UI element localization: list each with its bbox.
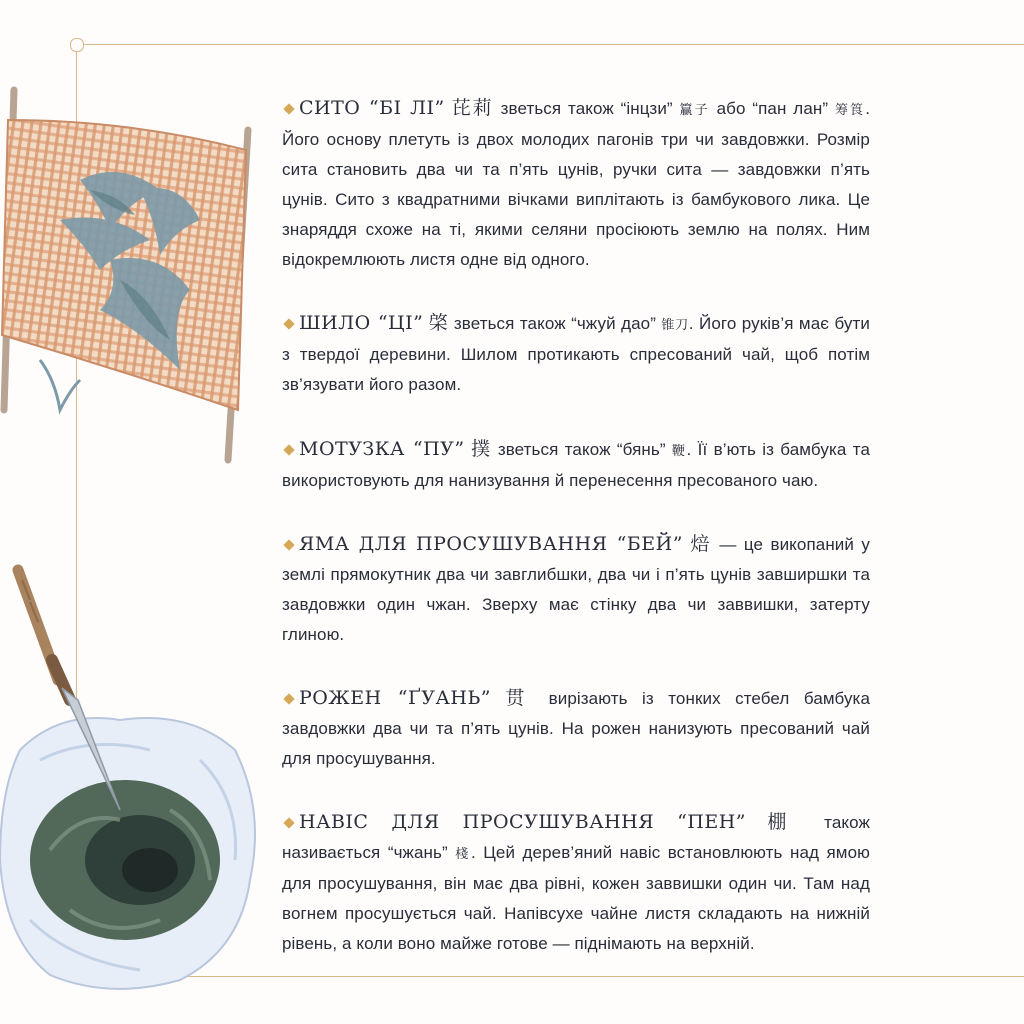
entry-text: . Її в’ють із бамбука та використовують для нанизування й перенесення пресованого чаю. bbox=[282, 440, 870, 490]
entry-hanzi: 棚 bbox=[767, 812, 803, 833]
awl-and-tea-leaf-illustration bbox=[0, 560, 270, 1000]
entry-term: НАВІС ДЛЯ ПРОСУШУВАННЯ “ПЕН” bbox=[299, 811, 747, 833]
entry-text: зветься також “чжуй дао” bbox=[448, 314, 662, 333]
diamond-bullet-icon bbox=[283, 693, 294, 704]
entry-text: також називається “чжань” bbox=[282, 813, 870, 862]
frame-corner-ornament bbox=[70, 38, 84, 52]
entry-text: або “пан лан” bbox=[709, 99, 835, 118]
entry-drying-canopy bbox=[282, 807, 870, 959]
entry-text: . Його руків’я має бути з твердої деревини. Шилом протикають спресований чай, щоб потім зв’язувати його разом. bbox=[282, 314, 870, 394]
diamond-bullet-icon bbox=[283, 539, 294, 550]
entry-skewer bbox=[282, 683, 870, 774]
entry-hanzi-alt: 锥刀 bbox=[661, 317, 689, 332]
entry-hanzi-alt: 籯子 bbox=[679, 102, 710, 117]
entry-drying-pit bbox=[282, 529, 870, 650]
diamond-bullet-icon bbox=[283, 103, 294, 114]
entry-text: — це викопаний у землі прямокутник два чи завглибшки, два чи і п’ять цунів завширшки та завдовжки один чжан. Зверху має стінку два чи заввишки, затерту глиною. bbox=[282, 535, 870, 644]
entry-hanzi-alt: 鞭 bbox=[671, 443, 687, 458]
entry-hanzi: 焙 bbox=[690, 534, 712, 555]
entry-text: зветься також “інцзи” bbox=[493, 99, 680, 118]
entry-text: вирізають із тонких стебел бамбука завдовжки два чи та п’ять цунів. На рожен нанизують пресований чай для просушування. bbox=[282, 689, 871, 768]
entry-hanzi: 芘莉 bbox=[451, 98, 494, 119]
entry-hanzi-alt: 筹筤 bbox=[834, 102, 866, 117]
bamboo-sieve-illustration bbox=[0, 80, 270, 470]
entry-term: ШИЛО “ЦІ” bbox=[299, 312, 424, 334]
entry-rope bbox=[282, 434, 870, 496]
entry-sieve bbox=[282, 93, 870, 275]
entry-term: МОТУЗКА “ПУ” bbox=[299, 438, 465, 460]
entry-term: РОЖЕН “ҐУАНЬ” bbox=[299, 687, 491, 709]
diamond-bullet-icon bbox=[283, 817, 294, 828]
entry-awl bbox=[282, 308, 870, 400]
frame-top-line bbox=[76, 44, 1024, 45]
entry-term: ЯМА ДЛЯ ПРОСУШУВАННЯ “БЕЙ” bbox=[299, 533, 683, 555]
entry-term: СИТО “БІ ЛІ” bbox=[299, 97, 445, 119]
entry-hanzi-alt: 棧 bbox=[455, 846, 471, 861]
diamond-bullet-icon bbox=[283, 444, 294, 455]
text-column bbox=[282, 93, 870, 992]
entry-hanzi: 贯 bbox=[505, 688, 535, 709]
entry-text: . Цей дерев’яний навіс встановлюють над ямою для просушування, він має два рівні, кожен заввишки один чи. Там над вогнем просушується чай. Напівсухе чайне листя складають на нижній рівень, а коли воно майже готове — піднімають на верхній. bbox=[282, 843, 870, 953]
diamond-bullet-icon bbox=[283, 318, 294, 329]
entry-text: зветься також “бянь” bbox=[491, 440, 672, 459]
entry-text: . Його основу плетуть із двох молодих пагонів три чи завдовжки. Розмір сита становить два чи та п’ять цунів, ручки сита — завдовжки п’ять цунів. Сито з квадратними вічками виплітають із бамбукового лика. Це знаряддя схоже на ті, якими селяни просіюють землю на полях. Ним відокремлюють листя одне від одного. bbox=[282, 99, 871, 269]
entry-hanzi: 棨 bbox=[428, 313, 449, 334]
entry-hanzi: 撲 bbox=[470, 439, 492, 460]
